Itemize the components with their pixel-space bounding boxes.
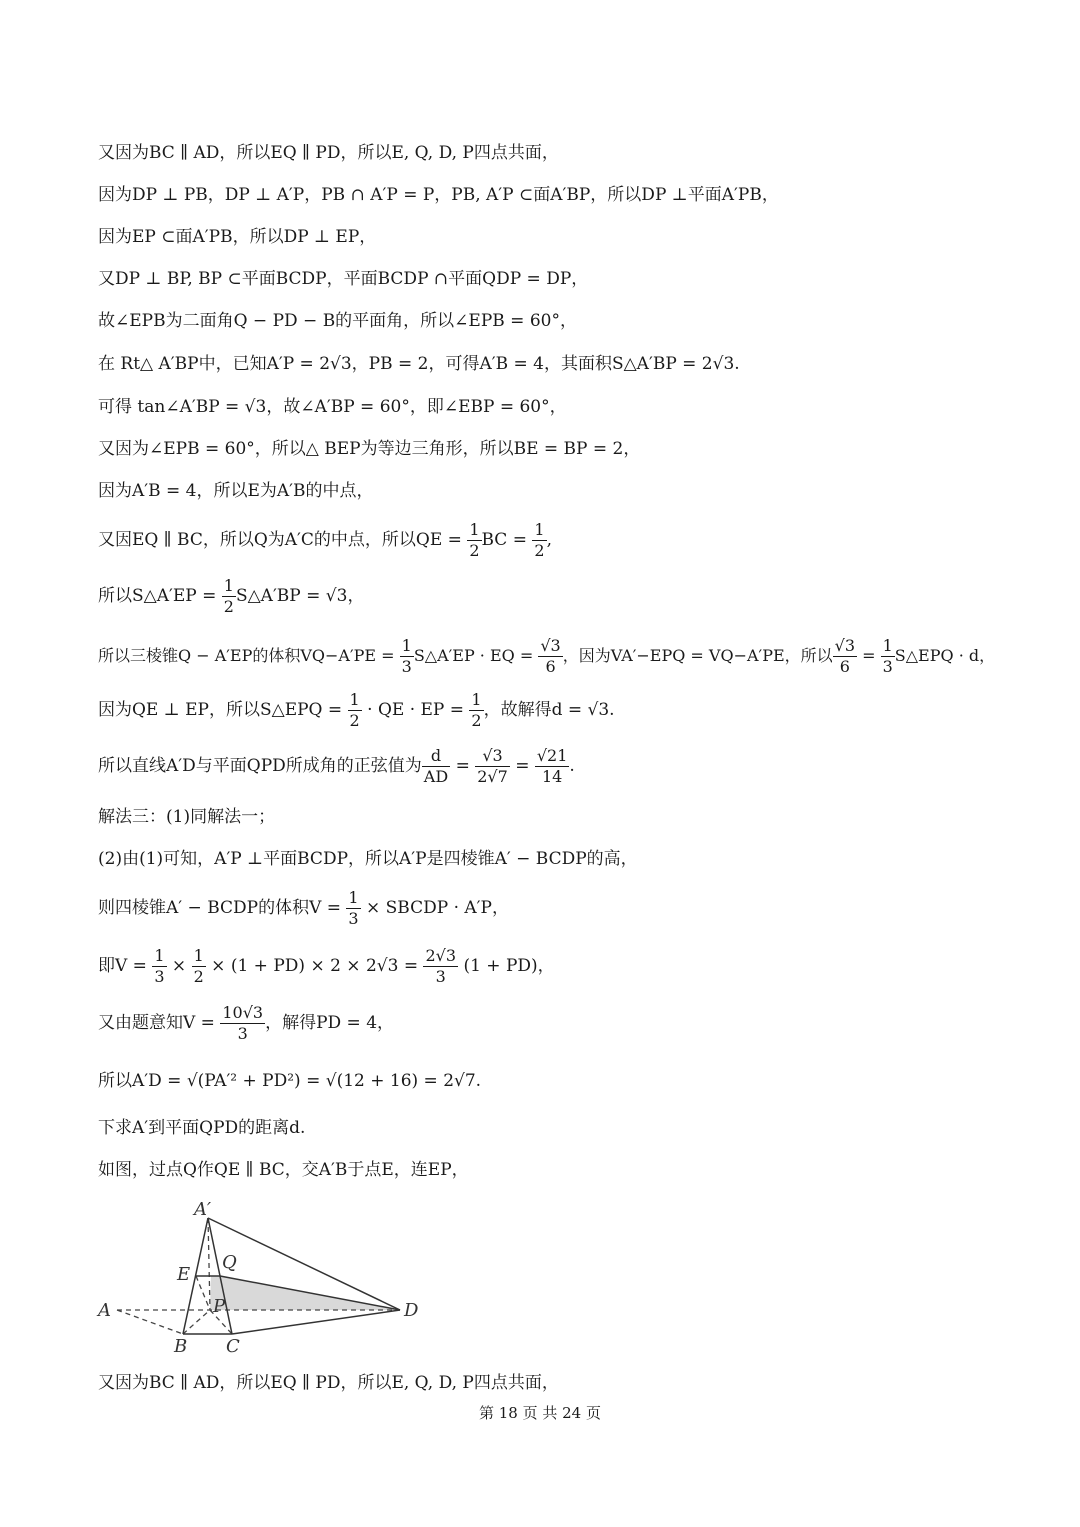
- edge-ep: [196, 1276, 210, 1310]
- fraction: $\frac{1}{2}$: [349, 690, 360, 730]
- text-line-16: (2)由(1)可知，A′P ⊥平面BCDP，所以A′P是四棱锥A′ − BCDP的高，: [98, 849, 638, 869]
- label-q: Q: [222, 1252, 237, 1273]
- text-line-10: 又因EQ ∥ BC，所以Q为A′C的中点，所以QE = $\frac{1}{2}$ BC = $\frac{1}{2}$ ,: [98, 520, 552, 560]
- label-d: D: [404, 1300, 419, 1321]
- fraction: $\frac{√3}{2√7}$: [477, 746, 508, 786]
- fraction: $\frac{1}{2}$: [193, 946, 204, 986]
- fraction: $\frac{1}{3}$: [401, 636, 412, 676]
- fraction: $\frac{1}{3}$: [154, 946, 165, 986]
- text-line-5: 故∠EPB为二面角Q − PD − B的平面角，所以∠EPB = 60°，: [98, 311, 577, 331]
- text-line-1: 又因为BC ∥ AD，所以EQ ∥ PD，所以E, Q, D, P四点共面，: [98, 143, 559, 163]
- fraction: $\frac{1}{2}$: [469, 520, 480, 560]
- text-line-12: 所以三棱锥Q − A′EP的体积VQ−A′PE = $\frac{1}{3}$ S△A′EP · EQ = $\frac{√3}{6}$ ，因为VA′−EPQ = VQ−A′PE，所以 $\frac{√3}{6}$ = $\frac{1}{3}$ S△EPQ · d，: [98, 636, 996, 676]
- page-footer: 第 18 页 共 24 页: [478, 1404, 601, 1422]
- fraction: $\frac{1}{2}$: [471, 690, 482, 730]
- label-a-prime: A′: [194, 1199, 212, 1220]
- fraction: $\frac{1}{2}$: [534, 520, 545, 560]
- text-line-9: 因为A′B = 4，所以E为A′B的中点，: [98, 481, 374, 501]
- text-line-8: 又因为∠EPB = 60°，所以△ BEP为等边三角形，所以BE = BP = 2，: [98, 439, 641, 459]
- edge-cd: [232, 1310, 400, 1334]
- label-a: A: [98, 1300, 111, 1321]
- text-line-17: 则四棱锥A′ − BCDP的体积V = $\frac{1}{3}$ × SBCDP · A′P，: [98, 888, 509, 928]
- text-line-19: 又由题意知V = $\frac{10√3}{3}$ ，解得PD = 4，: [98, 1003, 395, 1043]
- label-p: P: [213, 1296, 226, 1317]
- text-line-14: 所以直线A′D与平面QPD所成角的正弦值为 $\frac{d}{AD}$ = $\frac{√3}{2√7}$ = $\frac{√21}{14}$ .: [98, 746, 575, 786]
- fraction: $\frac{1}{3}$: [882, 636, 893, 676]
- text-line-18: 即V = $\frac{1}{3}$ × $\frac{1}{2}$ × (1 + PD) × 2 × 2√3 = $\frac{2√3}{3}$ (1 + PD)，: [98, 946, 555, 986]
- text-line-20: 所以A′D = √(PA′² + PD²) = √(12 + 16) = 2√7.: [98, 1071, 482, 1091]
- fraction: $\frac{1}{3}$: [348, 888, 359, 928]
- edge-ab: [117, 1310, 183, 1334]
- edge-a1p: [208, 1218, 210, 1310]
- fraction: $\frac{√3}{6}$: [540, 636, 561, 676]
- text-line-6: 在 Rt△ A′BP中，已知A′P = 2√3，PB = 2，可得A′B = 4，其面积S△A′BP = 2√3.: [98, 354, 740, 374]
- fraction: $\frac{2√3}{3}$: [425, 946, 457, 986]
- text-line-15: 解法三：(1)同解法一；: [98, 807, 276, 827]
- text-line-13: 因为QE ⊥ EP，所以S△EPQ = $\frac{1}{2}$ · QE · EP = $\frac{1}{2}$ ，故解得d = √3.: [98, 690, 615, 730]
- text-line-7: 可得 tan∠A′BP = √3，故∠A′BP = 60°，即∠EBP = 60°，: [98, 397, 567, 417]
- text-line-22: 如图，过点Q作QE ∥ BC，交A′B于点E，连EP，: [98, 1160, 469, 1180]
- text-line-2: 因为DP ⊥ PB，DP ⊥ A′P，PB ∩ A′P = P，PB, A′P ⊂面A′BP，所以DP ⊥平面A′PB，: [98, 185, 779, 205]
- fraction: $\frac{√21}{14}$: [536, 746, 568, 786]
- text-line-3: 因为EP ⊂面A′PB，所以DP ⊥ EP，: [98, 227, 377, 247]
- fraction: $\frac{√3}{6}$: [834, 636, 856, 676]
- text-line-11: 所以S△A′EP = $\frac{1}{2}$ S△A′BP = √3，: [98, 576, 365, 616]
- text-line-4: 又DP ⊥ BP, BP ⊂平面BCDP，平面BCDP ∩平面QDP = DP，: [98, 269, 589, 289]
- label-b: B: [174, 1336, 188, 1357]
- text-line-21: 下求A′到平面QPD的距离d.: [98, 1118, 306, 1138]
- label-c: C: [226, 1336, 240, 1357]
- text-line-23: 又因为BC ∥ AD，所以EQ ∥ PD，所以E, Q, D, P四点共面，: [98, 1373, 559, 1393]
- fraction: $\frac{d}{AD}$: [423, 746, 449, 786]
- fraction: $\frac{1}{2}$: [223, 576, 234, 616]
- fraction: $\frac{10√3}{3}$: [222, 1003, 264, 1043]
- label-e: E: [177, 1264, 191, 1285]
